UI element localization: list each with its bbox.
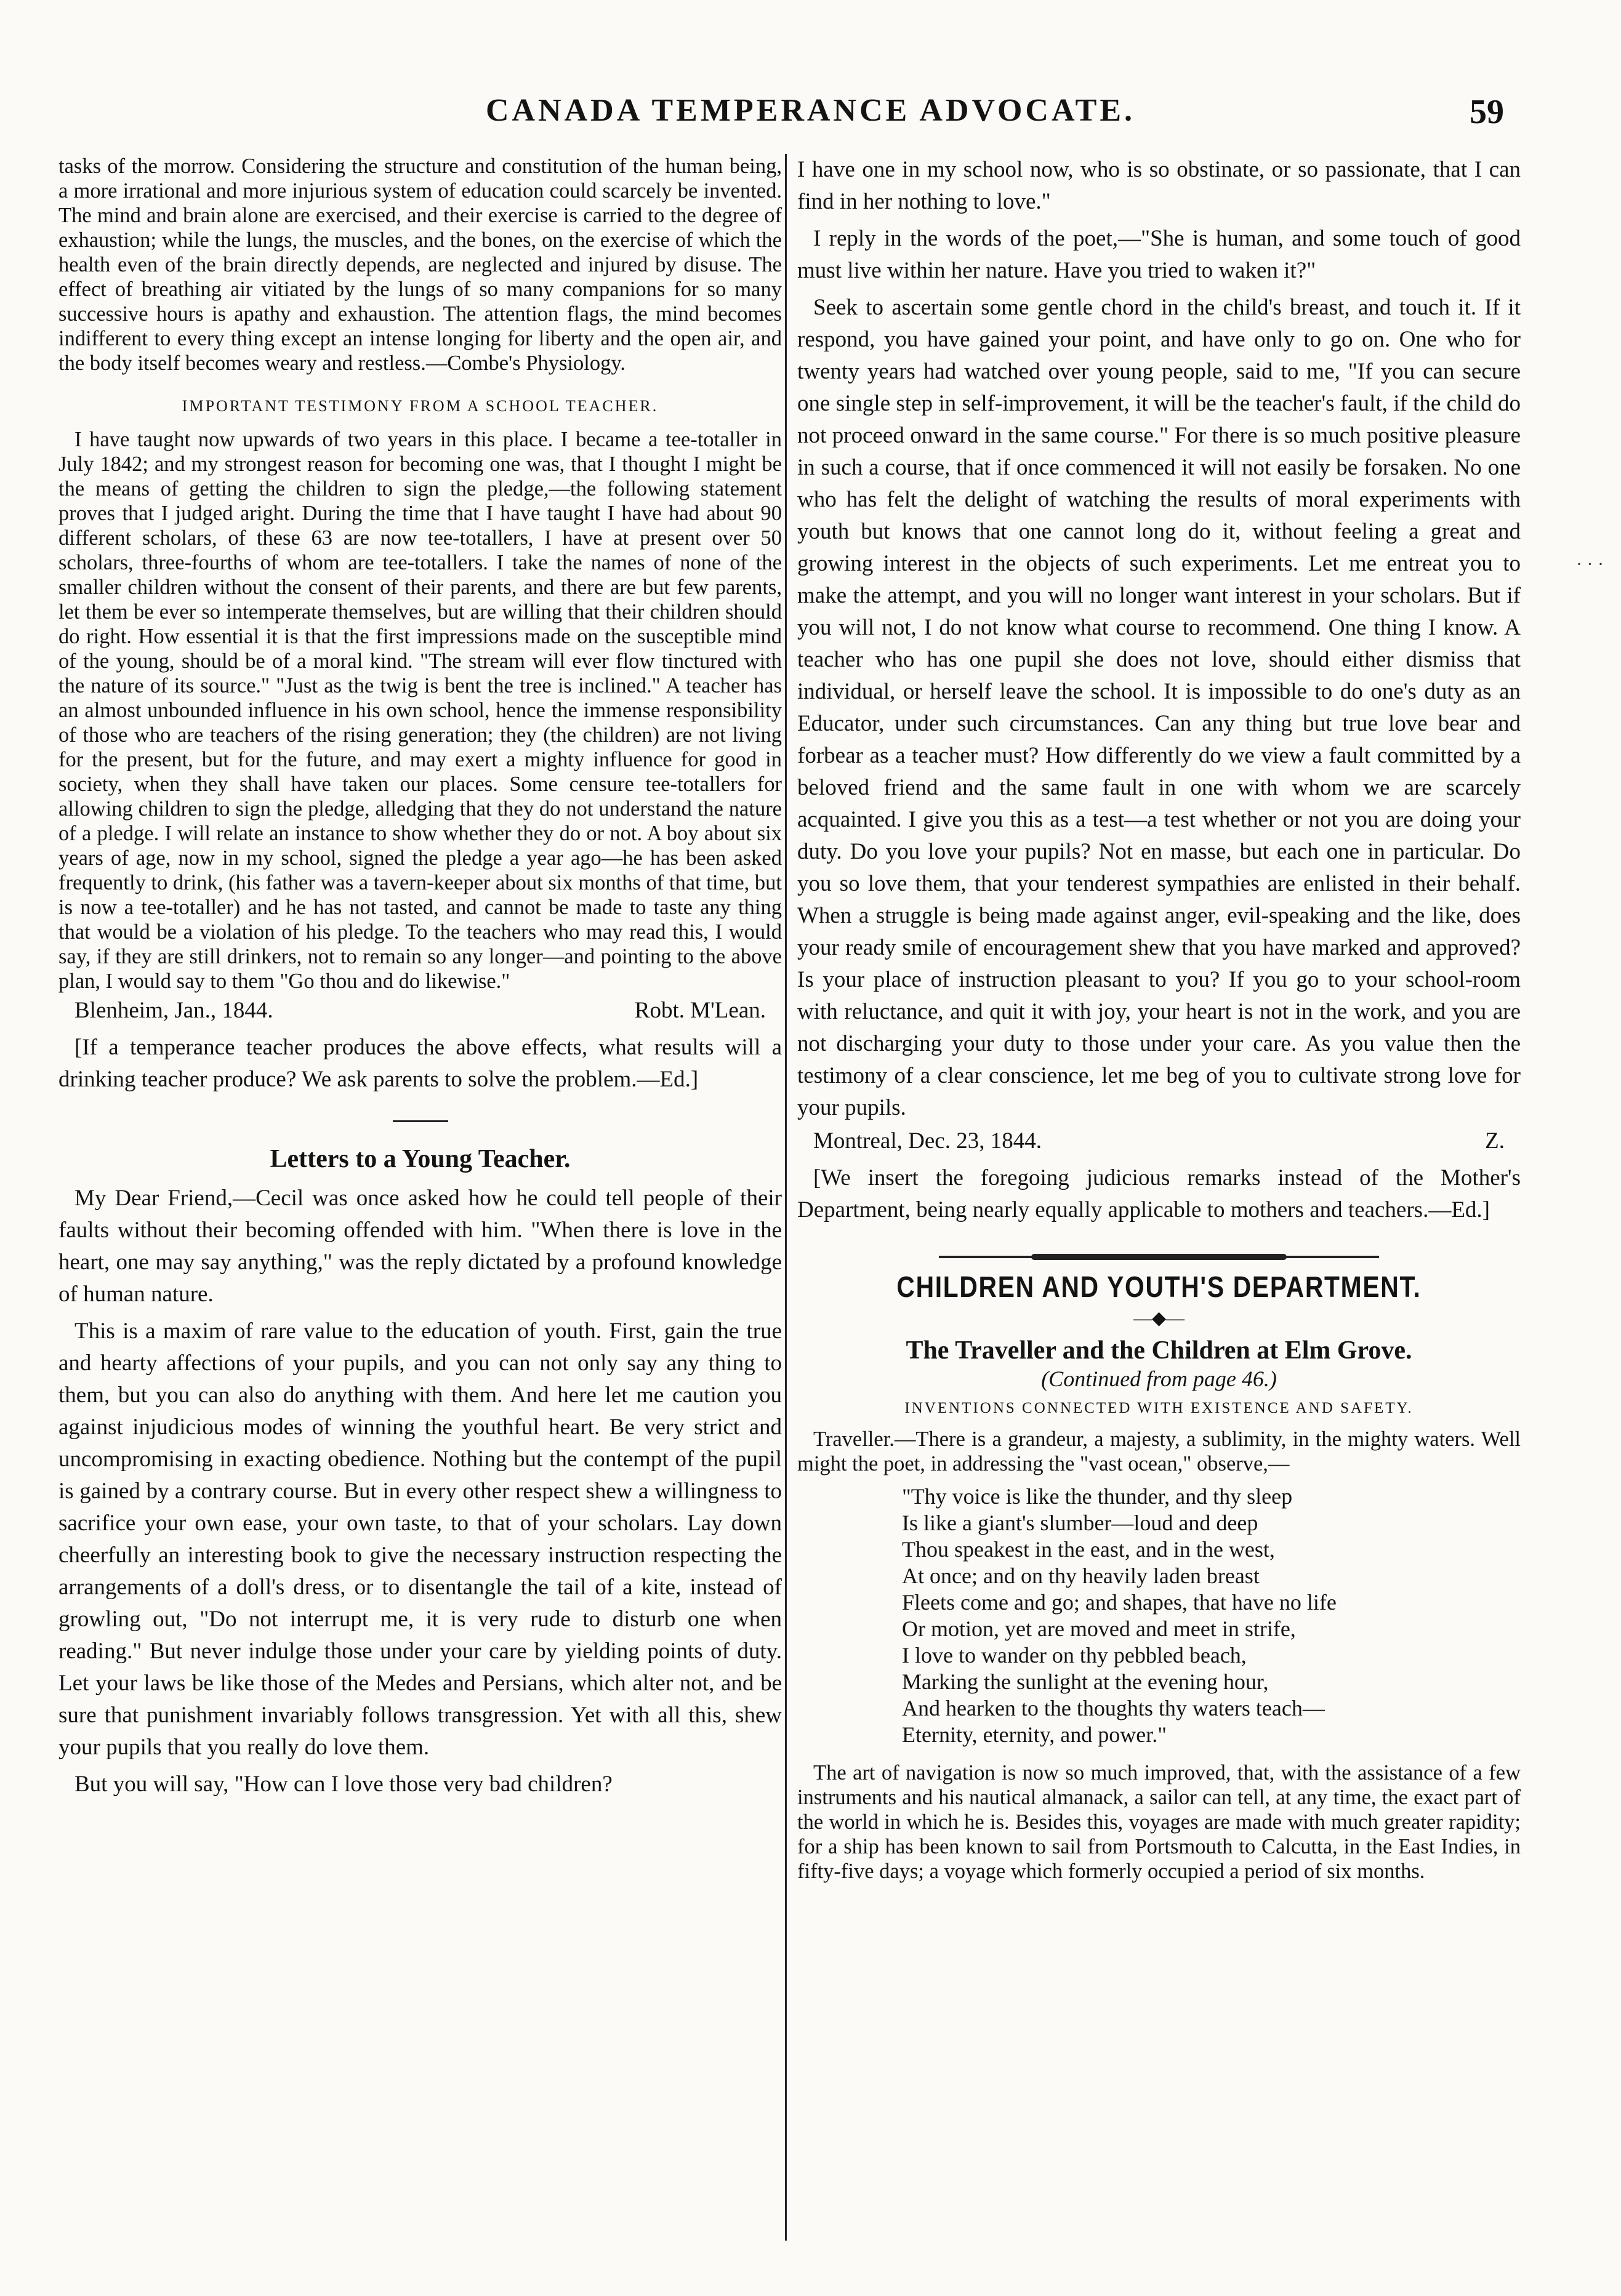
right-column (797, 154, 1521, 2278)
right-paragraph-1: I have one in my school now, who is so obstinate, or so passionate, that I can find in her nothing to love." (797, 157, 1521, 214)
poem-line: Eternity, eternity, and power." (902, 1722, 1167, 1747)
margin-mark: · · · (1576, 554, 1604, 574)
editor-note-left: [If a temperance teacher produces the above effects, what results will a drinking teacher produce? We ask parents to solve the problem.—Ed.] (58, 1035, 782, 1092)
story-continued: (Continued from page 46.) (1041, 1367, 1277, 1391)
right-paragraph-2: I reply in the words of the poet,—"She is human, and some touch of good must live within her nature. Have you tried to waken it?" (797, 226, 1521, 283)
running-head (0, 92, 1621, 142)
letters-paragraph-3: But you will say, "How can I love those very bad children? (74, 1772, 613, 1797)
story-paragraph-2: The art of navigation is now so much improved, that, with the assistance of a few instruments and his nautical almanack, a sailor can tell, at any time, the exact part of the world in which he is. Besides this, voyages are made with much greater rapidity; for a ship has been known to sail from Portsmouth to Calcutta, in the East Indies, in fifty-five days; a voyage which formerly occupied a period of six months. (797, 1761, 1521, 1883)
story-paragraph-1: Traveller.—There is a grandeur, a majesty, a sublimity, in the mighty waters. Well might the poet, in addressing the "vast ocean," observe,— (797, 1427, 1521, 1475)
physiology-paragraph: tasks of the morrow. Considering the structure and constitution of the human being, a more irrational and more injurious system of education could scarcely be invented. The mind and brain alone are exercised, and their exercise is carried to the degree of exhaustion; while the lungs, the muscles, and the bones, on the exercise of which the health even of the brain directly depends, are neglected and injured by disuse. The effect of breathing air vitiated by the lungs of so many companions for so many successive hours is apathy and exhaustion. The attention flags, the mind becomes indifferent to every thing except an intense longing for liberty and the open air, and the body itself becomes weary and restless.—Combe's Physiology. (58, 155, 782, 375)
testimony-author: Robt. M'Lean. (634, 998, 766, 1023)
divider-swell (1031, 1254, 1287, 1260)
right-paragraph-3: Seek to ascertain some gentle chord in the child's breast, and touch it. If it respond, you have gained your point, and have only to go on. One who for twenty years had watched over young people, said to me, "If you can secure one single step in self-improvement, it will be the teacher's fault, if the child do not proceed onward in the same course." For there is so much positive pleasure in such a course, that if once commenced it will not easily be forsaken. No one who has felt the delight of watching the results of moral experiments with youth but knows that one cannot long do it, without feeling a great and growing interest in the objects of such experiments. Let me entreat you to make the attempt, and you will no longer want interest in your scholars. But if you will not, I do not know what course to recommend. One thing I know. A teacher who has one pupil she does not love, should either dismiss that individual, or herself leave the school. It is impossible to do one's duty as an Educator, under such circumstances. Can any thing but true love bear and forbear as a teacher must? How differently do we view a fault committed by a beloved friend and the same fault in one with whom we are scarcely acquainted. I give you this as a test—a test whether or not you are doing your duty. Do you love your pupils? Not en masse, but each one in particular. Do you so love them, that your tenderest sympathies are enlisted in their behalf. When a struggle is being made against anger, evil-speaking and the like, does your ready smile of encouragement shew that you have marked and approved? Is your place of instruction pleasant to you? If you go to your school-room with reluctance, and quit it with joy, your heart is not in the work, and you are not discharging your duty to those under your care. As you value then the testimony of a clear conscience, let me beg of you to cultivate strong love for your pupils. (797, 295, 1521, 1120)
letters-title: Letters to a Young Teacher. (270, 1145, 571, 1173)
left-column (58, 154, 782, 2278)
letters-paragraph-2: This is a maxim of rare value to the education of youth. First, gain the true and hearty affections of your pupils, and you can not only say any thing to them, but you can also do anything with them. And here let me caution you against injudicious modes of winning the youthful heart. Be very strict and uncompromising in exacting obedience. Nothing but the contempt of the pupil is gained by a contrary course. But in every other respect shew a willingness to sacrifice your own ease, your own taste, to that of your scholars. Lay down cheerfully an interesting book to give the necessary instruction respecting the arrangements of a doll's dress, or to disentangle the tail of a kite, instead of growling out, "Do not interrupt me, it is very rude to disturb one when reading." But never indulge those under your care by yielding points of duty. Let your laws be like those of the Medes and Persians, which alter not, and be sure that punishment invariably follows transgression. Yet with all this, shew your pupils that you really do love them. (58, 1319, 782, 1760)
letters-paragraph-1: My Dear Friend,—Cecil was once asked how he could tell people of their faults without their becoming offended with him. "When there is love in the heart, one may say anything," was the reply dictated by a profound knowledge of human nature. (58, 1186, 782, 1307)
testimony-heading: IMPORTANT TESTIMONY FROM A SCHOOL TEACHER. (182, 397, 659, 415)
poem-line: I love to wander on thy pebbled beach, (902, 1643, 1247, 1668)
page-number: 59 (1470, 93, 1504, 131)
poem-line: Or motion, yet are moved and meet in strife, (902, 1616, 1296, 1641)
column-divider (785, 154, 787, 2241)
poem-line: Thou speakest in the east, and in the west, (902, 1537, 1275, 1562)
poem (902, 1483, 1521, 1748)
letters-continued (797, 154, 1521, 1124)
newspaper-title: CANADA TEMPERANCE ADVOCATE. (485, 93, 1136, 128)
editor-note-right: [We insert the foregoing judicious remarks instead of the Mother's Department, being nearly equally applicable to mothers and teachers.—Ed.] (797, 1165, 1521, 1222)
poem-line: At once; and on thy heavily laden breast (902, 1563, 1260, 1588)
testimony-place: Blenheim, Jan., 1844. (74, 998, 273, 1023)
poem-line: And hearken to the thoughts thy waters teach— (902, 1696, 1325, 1720)
poem-line: Fleets come and go; and shapes, that have no life (902, 1590, 1337, 1615)
section-divider (797, 1245, 1521, 1269)
letter-sig: Z. (1485, 1128, 1505, 1154)
letter-signature (797, 1129, 1521, 1154)
poem-line: Is like a giant's slumber—loud and deep (902, 1511, 1258, 1535)
letters-body (58, 1182, 782, 1800)
department-heading: CHILDREN AND YOUTH'S DEPARTMENT. (896, 1271, 1422, 1304)
testimony-signature (58, 998, 782, 1023)
diamond-ornament-icon: —◆— (1133, 1308, 1185, 1328)
poem-line: "Thy voice is like the thunder, and thy sleep (902, 1484, 1293, 1509)
letter-place: Montreal, Dec. 23, 1844. (813, 1128, 1042, 1154)
poem-line: Marking the sunlight at the evening hour, (902, 1669, 1269, 1694)
story-title: The Traveller and the Children at Elm Grove. (906, 1336, 1412, 1365)
story-subheading: INVENTIONS CONNECTED WITH EXISTENCE AND SAFETY. (904, 1400, 1414, 1416)
testimony-body: I have taught now upwards of two years in this place. I became a tee-totaller in July 1842; and my strongest reason for becoming one was, that I thought I might be the means of getting the children to sign the pledge,—the following statement proves that I judged aright. During the time that I have taught I have had about 90 different scholars, of these 63 are now tee-totallers, I have at present over 50 scholars, three-fourths of whom are tee-totallers. I take the names of none of the smaller children without the consent of their parents, and there are but few parents, let them be ever so intemperate themselves, but are willing that their children should do right. How essential it is that the first impressions made on the susceptible mind of the young, should be of a moral kind. "The stream will ever flow tinctured with the nature of its source." "Just as the twig is bent the tree is inclined." A teacher has an almost unbounded influence in his own school, hence the immense responsibility of those who are teachers of the rising generation; they (the children) are not living for the present, but for the future, and may exert a mighty influence for good in society, when they shall have taken our places. Some censure tee-totallers for allowing children to sign the pledge, alledging that they do not understand the nature of a pledge. I will relate an instance to show whether they do or not. A boy about six years of age, now in my school, signed the pledge a year ago—he has been asked frequently to drink, (his father was a tavern-keeper about six months of that time, but is now a tee-totaller) and he has not tasted, and cannot be made to taste any thing that would be a violation of his pledge. To the teachers who may read this, I would say, if they are still drinkers, not to remain so any longer—and pointing to the above plan, I would say to them "Go thou and do likewise." (58, 428, 782, 993)
short-divider (393, 1120, 448, 1122)
